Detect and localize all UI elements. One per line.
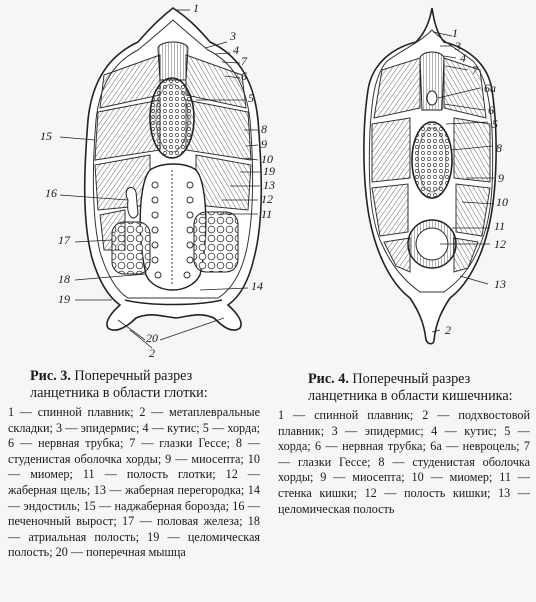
figure-3-title-text: Поперечный разрез ланцетника в области глотки: [30,368,208,401]
fig4-label: 12 [494,237,506,251]
fig3-label: 9 [261,137,267,151]
figure-4-legend: 1 — спинной плавник; 2 — подхвостовой плавник; 3 — эпидермис; 4 — кутис; 5 — хорда; 6 — нервная трубка; 6а — невроцель; 7 — глазки Гессе; 8 — студенистая оболочка хорды; 9 — миосепта; 10 — миомер; 11 — стенка кишки; 12 — полость кишки; 13 — целомическая полость [278,408,530,516]
figure-3-drawing [40,1,275,360]
figure-3-title [8,368,260,402]
fig4-label: 2 [445,323,451,337]
fig3-label: 10 [261,152,273,166]
fig3-notochord [150,78,194,158]
figure-4-caption [278,371,530,517]
fig3-label: 19 [58,292,70,306]
figure-3-number: Рис. 3. [30,368,71,384]
fig4-label: 11 [494,219,506,233]
fig4-label: 5 [492,117,498,131]
figure-4-title-text: Поперечный разрез ланцетника в области кишечника: [308,371,513,404]
fig3-label: 18 [58,272,70,286]
fig3-label: 12 [261,192,273,206]
fig4-label: 10 [496,195,508,209]
fig3-label: 17 [58,233,70,247]
fig3-label: 1 [193,1,199,15]
fig3-label: 8 [261,122,267,136]
fig3-label: 3 [230,29,236,43]
fig4-label: 3 [455,39,461,53]
fig3-gonad-right [194,212,238,272]
fig3-label: 7 [241,54,247,68]
fig4-label: 1 [452,26,458,40]
fig4-label: 6 [488,103,494,117]
fig4-label: 8 [496,141,502,155]
figure-4-drawing [364,8,508,344]
figure-4-title [278,371,530,405]
fig3-label: 20 [146,331,158,345]
fig3-nerve-tube [158,42,188,80]
fig3-label: 13 [263,178,275,192]
fig3-label: 19 [263,164,275,178]
fig4-label: 4 [460,51,466,65]
figure-3-caption [8,368,260,561]
fig4-label: 7 [472,63,478,77]
fig3-label: 14 [251,279,263,293]
fig3-label: 15 [40,129,52,143]
fig3-label: 16 [45,186,57,200]
fig4-label: 6а [484,81,496,95]
fig3-label: 4 [233,43,239,57]
fig3-label: 2 [149,346,155,360]
fig3-label: 5 [248,91,254,105]
fig3-gonad-left [112,222,150,274]
figure-4-number: Рис. 4. [308,371,349,387]
fig3-label: 6 [241,69,247,83]
fig4-neurocoel [427,91,437,105]
fig3-label: 11 [261,207,273,221]
figure-3-legend: 1 — спинной плавник; 2 — метаплевральные складки; 3 — эпидермис; 4 — кутис; 5 — хорда; 6 — нервная трубка; 7 — глазки Гессе; 8 — студенистая оболочка хорды; 9 — миосепта; 10 — миомер; 11 — полость глотки; 12 — жаберная щель; 13 — жаберная перегородка; 14 — эндостиль; 15 — наджаберная борозда; 16 — печеночный вырост; 17 — половая железа; 18 — атриальная полость; 19 — целомическая полость; 20 — поперечная мышца [8,405,260,560]
fig4-label: 13 [494,277,506,291]
fig4-label: 9 [498,171,504,185]
